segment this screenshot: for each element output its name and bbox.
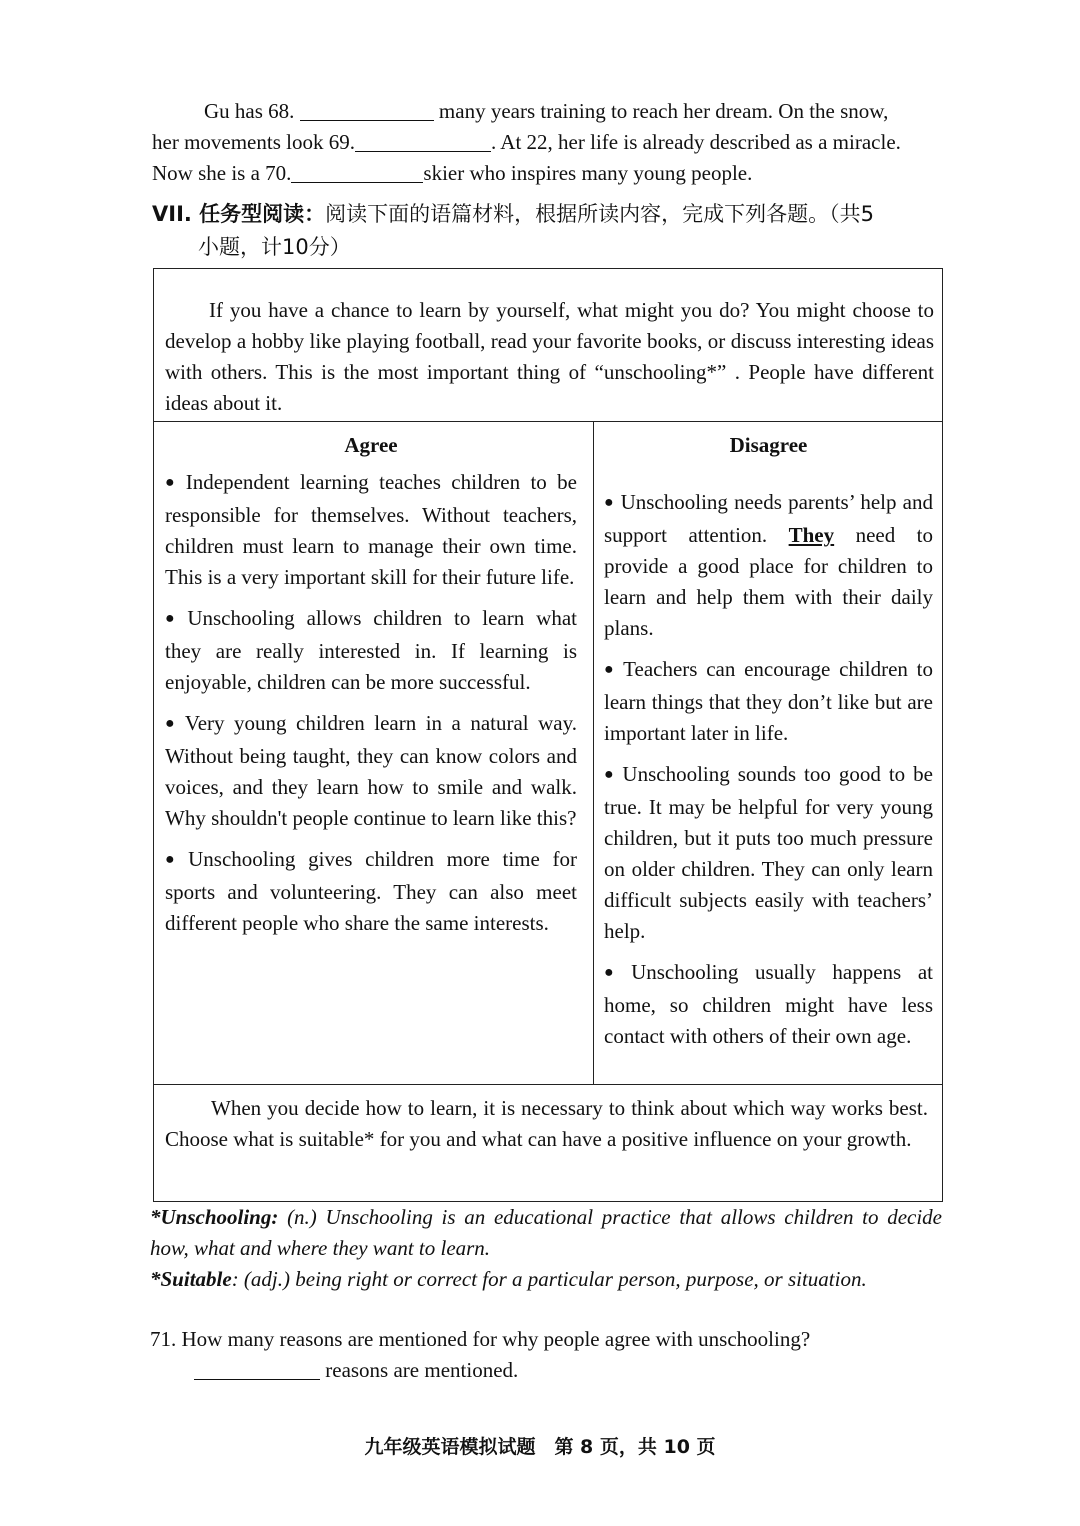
bullet-icon: ● (604, 766, 617, 783)
bullet-icon: ● (165, 851, 183, 868)
bullet-icon: ● (604, 661, 618, 678)
disagree-point-3: ● Unschooling sounds too good to be true. It may be helpful for very young children, but it puts too much pressure on older children. They can only learn difficult subjects easily with teachers’ help. (604, 762, 933, 943)
conclusion-paragraph: When you decide how to learn, it is necessary to think about which way works best. Choose what is suitable* for you and what can have a positive influence on your growth. (165, 1096, 928, 1151)
agree-point-3: ● Very young children learn in a natural way. Without being taught, they can know colors and voices, and they learn how to smile and walk. Why shouldn't people continue to learn like this? (165, 711, 577, 830)
disagree-point-1: ● Unschooling needs parents’ help and support attention. They need to provide a good place for children to learn and help them with their daily plans. (604, 490, 933, 640)
page-footer: 九年级英语模拟试题 第 8 页，共 10 页 (364, 1436, 716, 1458)
bullet-icon: ● (604, 494, 615, 511)
blank-70[interactable] (291, 162, 423, 183)
intro-box (153, 268, 943, 422)
agree-point-2: ● Unschooling allows children to learn what they are really interested in. If learning is enjoyable, children can be more successful. (165, 606, 577, 694)
conclusion-box (153, 1084, 943, 1202)
question-71: 71. How many reasons are mentioned for why people agree with unschooling? (150, 1327, 811, 1351)
blank-68[interactable] (300, 100, 434, 121)
bullet-icon: ● (165, 715, 179, 732)
glossary-notes (150, 1202, 942, 1295)
bullet-icon: ● (165, 610, 182, 627)
agree-point-4: ● Unschooling gives children more time for sports and volunteering. They can also meet different people who share the same interests. (165, 847, 577, 935)
agree-header: Agree (344, 433, 398, 457)
agree-column (153, 421, 595, 1085)
note-suitable: *Suitable: (adj.) being right or correct for a particular person, purpose, or situation. (150, 1267, 867, 1291)
fill-line-69: her movements look 69. . At 22, her life is already described as a miracle. (152, 130, 901, 154)
blank-69[interactable] (355, 131, 491, 152)
disagree-point-4: ● Unschooling usually happens at home, so children might have less contact with others of their own age. (604, 960, 933, 1048)
blank-71[interactable] (194, 1359, 320, 1380)
disagree-column (593, 421, 943, 1085)
bullet-icon: ● (165, 474, 180, 491)
fill-line-70: Now she is a 70. skier who inspires many young people. (152, 161, 753, 185)
bullet-icon: ● (604, 964, 626, 981)
fill-line-68: Gu has 68. many years training to reach her dream. On the snow, (204, 99, 889, 123)
section-heading: VII. 任务型阅读：阅读下面的语篇材料，根据所读内容，完成下列各题。（共5 小题，计10分） (152, 202, 875, 259)
answer-71-line: reasons are mentioned. (194, 1355, 518, 1386)
disagree-header: Disagree (729, 433, 808, 457)
note-unschooling: *Unschooling: (n.) Unschooling is an educational practice that allows children to decide how, what and where they want to learn. (150, 1205, 942, 1260)
intro-paragraph: If you have a chance to learn by yourself, what might you do? You might choose to develop a hobby like playing football, read your favorite books, or discuss interesting ideas with others. This is the most important thing of “unschooling*” . People have different ideas about it. (165, 298, 934, 415)
disagree-point-2: ● Teachers can encourage children to learn things that they don’t like but are important later in life. (604, 657, 933, 745)
agree-point-1: ● Independent learning teaches children to be responsible for themselves. Without teachers, children must learn to manage their own time. This is a very important skill for their future life. (165, 470, 578, 589)
